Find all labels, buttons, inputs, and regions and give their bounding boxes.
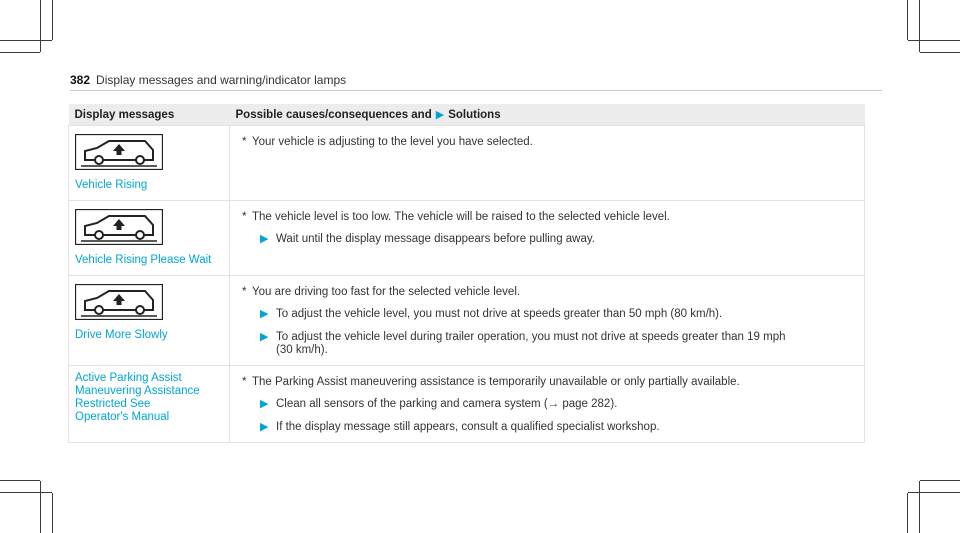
table-row	[69, 276, 865, 366]
solution-arrow-icon: ▶	[260, 398, 269, 410]
crop-mark	[908, 40, 960, 41]
page-number: 382	[70, 73, 91, 87]
table-row	[69, 126, 865, 201]
display-messages-table	[68, 104, 865, 443]
cause-cell	[230, 201, 865, 276]
solution-step: ▶ Wait until the display message disappears before pulling away.	[260, 233, 595, 245]
solution-arrow-icon: ▶	[260, 331, 269, 343]
cause-cell	[230, 126, 865, 201]
cause-text: * You are driving too fast for the selected vehicle level.	[242, 286, 521, 298]
message-cell	[69, 126, 230, 201]
message-cell	[69, 201, 230, 276]
crop-mark	[52, 493, 53, 533]
table-row	[69, 201, 865, 276]
crop-mark	[0, 492, 52, 493]
column-header-display-messages: Display messages	[69, 104, 230, 126]
crop-mark	[907, 0, 908, 40]
column-header-causes-solutions: Possible causes/consequences and ▶ Solutions	[230, 104, 865, 126]
message-cell	[69, 276, 230, 366]
vehicle-level-rising-icon	[75, 284, 163, 320]
solution-arrow-icon: ▶	[260, 308, 269, 320]
vehicle-level-rising-icon	[75, 134, 163, 170]
cause-text: * Your vehicle is adjusting to the level you have selected.	[242, 136, 533, 148]
cause-text: * The vehicle level is too low. The vehicle will be raised to the selected vehicle level.	[242, 211, 670, 223]
solution-step: ▶ Clean all sensors of the parking and camera system (→ page 282).	[260, 398, 618, 410]
page-title: Display messages and warning/indicator lamps	[96, 73, 347, 87]
crop-mark	[0, 52, 40, 53]
vehicle-level-rising-icon	[75, 209, 163, 245]
cause-text: * The Parking Assist maneuvering assistance is temporarily unavailable or only partially available.	[242, 376, 740, 388]
crop-mark	[40, 481, 41, 533]
crop-mark	[907, 493, 908, 533]
table-row	[69, 366, 865, 443]
table-header-row	[69, 104, 865, 126]
message-name: Vehicle Rising	[75, 179, 148, 191]
solution-arrow-icon: ▶	[260, 421, 269, 433]
crop-mark	[919, 481, 920, 533]
solution-arrow-icon: ▶	[260, 233, 269, 245]
crop-mark	[0, 40, 52, 41]
header-divider	[70, 90, 882, 91]
cause-cell	[230, 366, 865, 443]
crop-mark	[52, 0, 53, 40]
message-cell	[69, 366, 230, 443]
crop-mark	[919, 0, 920, 52]
message-name: Drive More Slowly	[75, 329, 168, 341]
message-name: Vehicle Rising Please Wait	[75, 254, 212, 266]
solution-step: ▶ To adjust the vehicle level during trailer operation, you must not drive at speeds greater than 19 mph (30 km/h).	[260, 331, 786, 356]
solution-arrow-icon: ▶	[435, 109, 445, 121]
solution-step: ▶ If the display message still appears, consult a qualified specialist workshop.	[260, 421, 660, 433]
crop-mark	[0, 480, 40, 481]
message-name: Active Parking Assist Maneuvering Assistance Restricted See Operator's Manual	[75, 372, 200, 423]
crop-mark	[908, 492, 960, 493]
crop-mark	[40, 0, 41, 52]
solution-step: ▶ To adjust the vehicle level, you must not drive at speeds greater than 50 mph (80 km/h).	[260, 308, 723, 320]
crop-mark	[920, 480, 960, 481]
cause-cell	[230, 276, 865, 366]
crop-mark	[920, 52, 960, 53]
running-header	[70, 73, 346, 87]
